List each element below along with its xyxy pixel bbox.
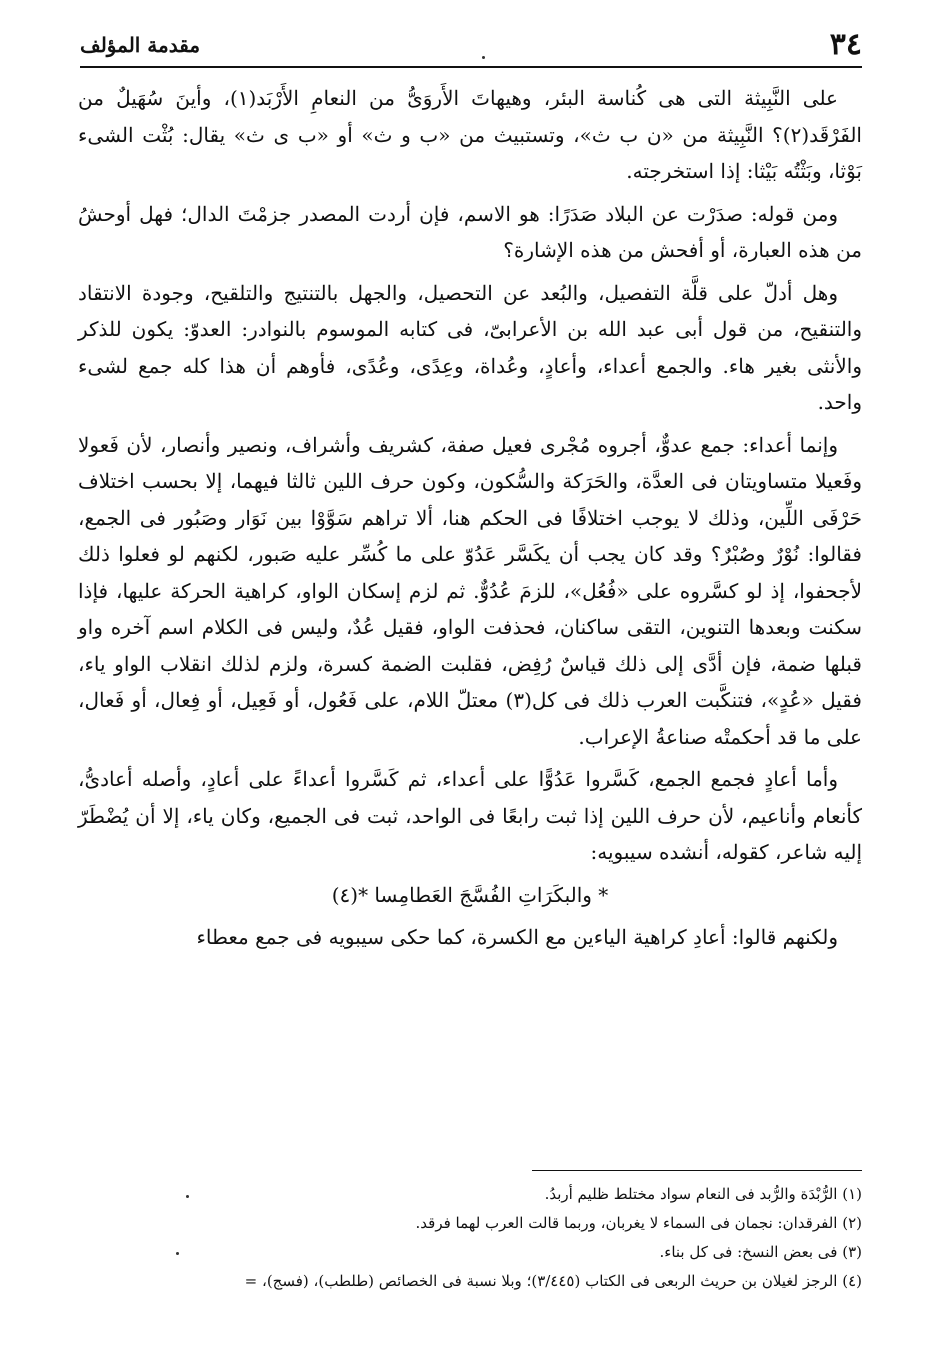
running-head: مقدمة المؤلف (80, 33, 201, 57)
footnote: (٢) الفرقدان: نجمان فى السماء لا يغربان، وربما قالت العرب لهما فرقد. (415, 1214, 862, 1232)
paragraph: وأما أعادٍ فجمع الجمع، كَسَّروا عَدُوًّا على أعداء، ثم كَسَّروا أعداءً على أعادٍ، وأصله أعادىُّ، كأنعام وأناعيم، لأن حرف اللين إذا ثبت رابعًا فى الواحد، ثبت فى الجميع، وكان ياء، إلا أن يُضْطَرّ إليه شاعر، كقوله، أنشده سيبويه: (78, 767, 862, 864)
main-text (78, 80, 862, 962)
page-header (80, 22, 862, 68)
footnote: (٣) فى بعض النسخ: فى كل بناء. (659, 1243, 862, 1261)
paragraph: وإنما أعداء: جمع عدوٌّ، أجروه مُجْرى فعيل صفة، كشريف وأشراف، ونصير وأنصار، لأن فَعولا وفَعيلا متساويتان فى العدَّة، والحَرَكة والسُّكون، وكون حرف اللين ثالثا فيهما، إلا بحسب اختلاف حَرْفَى اللِّين، وذلك لا يوجب اختلافًا فى الحكم هنا، ألا تراهم سَوَّوْا بين نَوَار وصَبُور فى الجمع، فقالوا: نُوْرٌ وصُبْرٌ؟ وقد كان يجب أن يكَسَّر عَدُوّ على ما كُسِّر عليه صَبور، لكنهم لو فعلوا ذلك لأجحفوا، إذ لو كسَّروه على «فُعُل»، للزمَ عُدُوٌّ. ثم لزم إسكان الواو، كراهية الحركة عليها، فإذا سكنت وبعدها التنوين، التقى ساكنان، فحذفت الواو، فقيل عُدٌ، وليس فى الكلام اسم آخره واو قبلها ضمة، فإن أدَّى إلى ذلك قياسٌ رُفِض، فقلبت الضمة كسرة، ولزم لذلك انقلاب الواو ياء، فقيل «عُدٍ»، فتنكَّبت العرب ذلك فى كل(٣) معتلّ اللام، على فَعُول، أو فَعِيل، أو فِعال، أو فَعال، على ما قد أحكمتْه صناعةُ الإعراب. (78, 432, 862, 749)
footnote-divider (532, 1170, 862, 1171)
scan-speck (176, 1252, 179, 1255)
scan-speck (186, 1195, 189, 1198)
footnote: (٤) الرجز لغيلان بن حريث الربعى فى الكتاب (٣/٤٤٥)؛ وبلا نسبة فى الخصائص (طلطب)، (فسج)، = (244, 1272, 862, 1290)
footnotes (78, 1180, 862, 1296)
paragraph: على النَّبِيثة التى هى كُناسة البئر، وهيهاتَ الأَروَىُّ من النعامِ الأَرْبَد(١)، وأينَ سُهَيلٌ من الفَرْقَد(٢)؟ النَّبِيثة من «ن ب ث»، وتستبيث من «ب و ث» أو «ب ى ث» يقال: بُثْت الشىء بَوْثا، وبَثْتُه بَيْثا: إذا استخرجته. (78, 86, 862, 183)
scan-speck (482, 56, 485, 59)
footnote: (١) الرُّبْدَة والرُّبد فى النعام سواد مختلط ظليم أربدُ. (544, 1185, 862, 1203)
paragraph: وهل أدلّ على قلَّة التفصيل، والبُعد عن التحصيل، والجهل بالتنتيج والتلقيح، وجودة الانتقاد والتنقيح، من قول أبى عبد الله بن الأعرابىّ، فى كتابه الموسوم بالنوادر: العدوّ: يكون للذكر والأنثى بغير هاء. والجمع أعداء، وأعادٍ، وعُداة، وعِدًى، وعُدًى، فأوهم أن هذا كله جمع لشىء واحد. (78, 280, 862, 414)
closing-paragraph: ولكنهم قالوا: أعادِ كراهية الياءين مع الكسرة، كما حكى سيبويه فى جمع معطاء (196, 925, 838, 949)
paragraph: ومن قوله: صدَرْت عن البلاد صَدَرًا: هو الاسم، فإن أردت المصدر جزمْتَ الدال؛ فهل أوحشُ من هذه العبارة، أو أفحش من هذه الإشارة؟ (78, 201, 862, 262)
page-number: ٣٤ (829, 27, 862, 62)
verse-line: * والبكَرَاتِ الفُسَّجَ العَطامِسا *(٤) (331, 882, 609, 907)
